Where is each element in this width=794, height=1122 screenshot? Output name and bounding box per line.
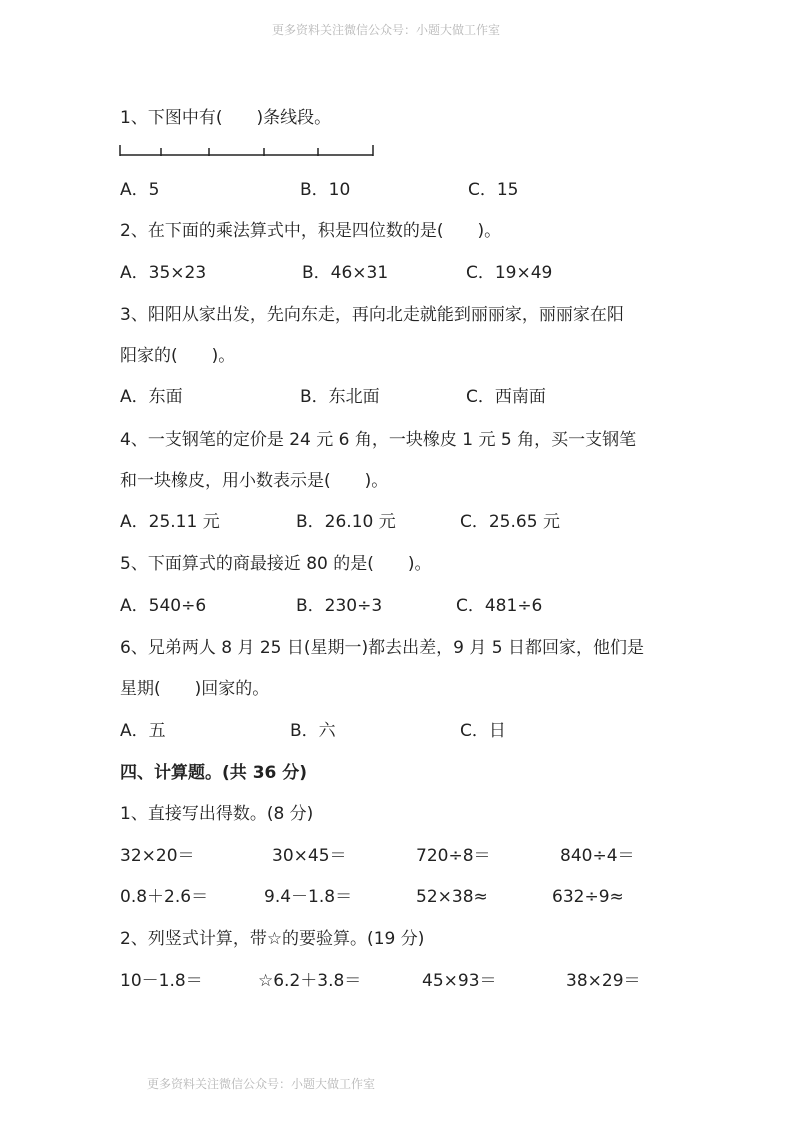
line-segment-figure — [119, 143, 375, 159]
option-a: A．5 — [120, 180, 160, 200]
option-a: A．25.11 元 — [120, 512, 220, 532]
option-c: C．19×49 — [466, 263, 553, 283]
calc-item: 45×93＝ — [422, 971, 497, 991]
calc-item: 632÷9≈ — [552, 887, 624, 907]
question-3-text-line1: 3、阳阳从家出发，先向东走，再向北走就能到丽丽家，丽丽家在阳 — [120, 305, 624, 325]
calc-item: 720÷8＝ — [416, 846, 491, 866]
option-b: B．10 — [300, 180, 351, 200]
calc-item: 840÷4＝ — [560, 846, 635, 866]
option-c: C．西南面 — [466, 387, 546, 407]
option-b: B．东北面 — [300, 387, 380, 407]
option-a: A．540÷6 — [120, 596, 207, 616]
calc-item: 52×38≈ — [416, 887, 488, 907]
option-b: B．六 — [290, 721, 336, 741]
question-4-text-line2: 和一块橡皮，用小数表示是( )。 — [120, 471, 389, 491]
question-6-text-line1: 6、兄弟两人 8 月 25 日(星期一)都去出差，9 月 5 日都回家，他们是 — [120, 638, 644, 658]
section-4-heading: 四、计算题。(共 36 分) — [120, 763, 308, 783]
question-4-text-line1: 4、一支钢笔的定价是 24 元 6 角，一块橡皮 1 元 5 角，买一支钢笔 — [120, 430, 637, 450]
question-5-text: 5、下面算式的商最接近 80 的是( )。 — [120, 554, 432, 574]
option-c: C．25.65 元 — [460, 512, 560, 532]
option-b: B．26.10 元 — [296, 512, 396, 532]
part-2-title: 2、列竖式计算，带☆的要验算。(19 分) — [120, 929, 425, 949]
calc-item: 10－1.8＝ — [120, 971, 203, 991]
option-b: B．46×31 — [302, 263, 389, 283]
question-3-text-line2: 阳家的( )。 — [120, 346, 236, 366]
option-a: A．35×23 — [120, 263, 207, 283]
watermark-top: 更多资料关注微信公众号：小题大做工作室 — [272, 23, 501, 37]
option-c: C．481÷6 — [456, 596, 543, 616]
calc-item: 9.4－1.8＝ — [264, 887, 353, 907]
calc-item: 38×29＝ — [566, 971, 641, 991]
option-a: A．东面 — [120, 387, 183, 407]
question-1-text: 1、下图中有( )条线段。 — [120, 108, 332, 128]
calc-item: 30×45＝ — [272, 846, 347, 866]
calc-item: 32×20＝ — [120, 846, 195, 866]
part-1-title: 1、直接写出得数。(8 分) — [120, 804, 314, 824]
option-a: A．五 — [120, 721, 166, 741]
calc-item: ☆6.2＋3.8＝ — [258, 971, 362, 991]
option-c: C．15 — [468, 180, 519, 200]
question-6-text-line2: 星期( )回家的。 — [120, 679, 270, 699]
question-2-text: 2、在下面的乘法算式中，积是四位数的是( )。 — [120, 221, 502, 241]
watermark-bottom: 更多资料关注微信公众号：小题大做工作室 — [147, 1077, 376, 1091]
calc-item: 0.8＋2.6＝ — [120, 887, 209, 907]
option-b: B．230÷3 — [296, 596, 383, 616]
option-c: C．日 — [460, 721, 506, 741]
